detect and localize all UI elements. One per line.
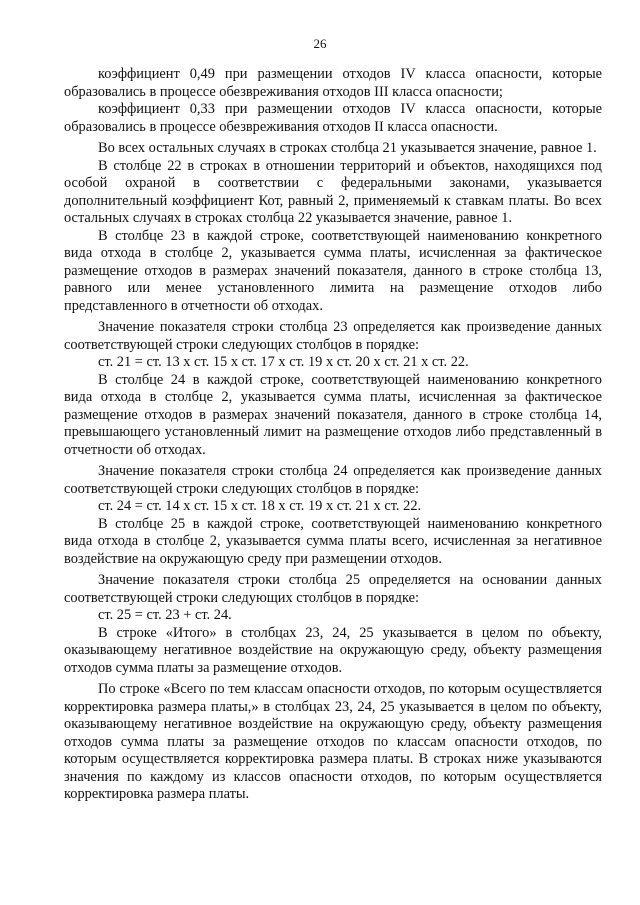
formula-column-21: ст. 21 = ст. 13 х ст. 15 х ст. 17 х ст. 19 х ст. 20 х ст. 21 х ст. 22. xyxy=(98,354,469,370)
paragraph-coefficient-033: коэффициент 0,33 при размещении отходов IV класса опасности, которые образовались в процессе обезвреживания отходов II класса опасности. xyxy=(64,101,602,135)
paragraph-column-23: В столбце 23 в каждой строке, соответствующей наименованию конкретного вида отхода в столбце 2, указывается сумма платы, исчисленная за фактическое размещение отходов в размерах значений показателя, данного в строке столбца 13, равного или менее установленного лимита на размещение отходов либо представленного в отчетности об отходах. xyxy=(64,227,602,314)
paragraph-column-21-default: Во всех остальных случаях в строках столбца 21 указывается значение, равное 1. xyxy=(98,140,597,156)
formula-column-25: ст. 25 = ст. 23 + ст. 24. xyxy=(98,607,232,623)
paragraph-coefficient-049: коэффициент 0,49 при размещении отходов IV класса опасности, которые образовались в процессе обезвреживания отходов III класса опасности; xyxy=(64,66,602,100)
paragraph-hazard-class-row: По строке «Всего по тем классам опасности отходов, по которым осуществляется корректировка размера платы,» в столбцах 23, 24, 25 указывается в целом по объекту, оказывающему негативное воздействие на окружающую среду, объекту размещения отходов сумма платы за размещение отходов по классам опасности отходов, по которым осуществляется корректировка размера платы. В строках ниже указываются значения по каждому из классов опасности отходов, по которым осуществляется корректировка размера платы. xyxy=(64,681,602,802)
formula-column-24: ст. 24 = ст. 14 х ст. 15 х ст. 18 х ст. 19 х ст. 21 х ст. 22. xyxy=(98,498,422,514)
paragraph-column-24: В столбце 24 в каждой строке, соответствующей наименованию конкретного вида отхода в столбце 2, указывается сумма платы, исчисленная за фактическое размещение отходов в размерах значений показателя, данного в строке столбца 14, превышающего установленный лимит на размещение отходов либо представленный в отчетности об отходах. xyxy=(64,371,602,458)
paragraph-column-23-calculation: Значение показателя строки столбца 23 определяется как произведение данных соответствующей строки следующих столбцов в порядке: xyxy=(64,319,602,353)
document-body xyxy=(64,66,602,804)
paragraph-column-24-calculation: Значение показателя строки столбца 24 определяется как произведение данных соответствующей строки следующих столбцов в порядке: xyxy=(64,463,602,497)
paragraph-column-25: В столбце 25 в каждой строке, соответствующей наименованию конкретного вида отхода в столбце 2, указывается сумма платы всего, исчисленная за негативное воздействие на окружающую среду при размещении отходов. xyxy=(64,515,602,567)
page-number: 26 xyxy=(313,36,327,51)
paragraph-total-row: В строке «Итого» в столбцах 23, 24, 25 указывается в целом по объекту, оказывающему негативное воздействие на окружающую среду, объекту размещения отходов сумма платы за размещение отходов. xyxy=(64,624,602,676)
paragraph-column-22: В столбце 22 в строках в отношении территорий и объектов, находящихся под особой охраной в соответствии с федеральными законами, указывается дополнительный коэффициент Кот, равный 2, применяемый к ставкам платы. Во всех остальных случаях в строках столбца 22 указывается значение, равное 1. xyxy=(64,157,602,226)
paragraph-column-25-calculation: Значение показателя строки столбца 25 определяется на основании данных соответствующей строки следующих столбцов в порядке: xyxy=(64,572,602,606)
